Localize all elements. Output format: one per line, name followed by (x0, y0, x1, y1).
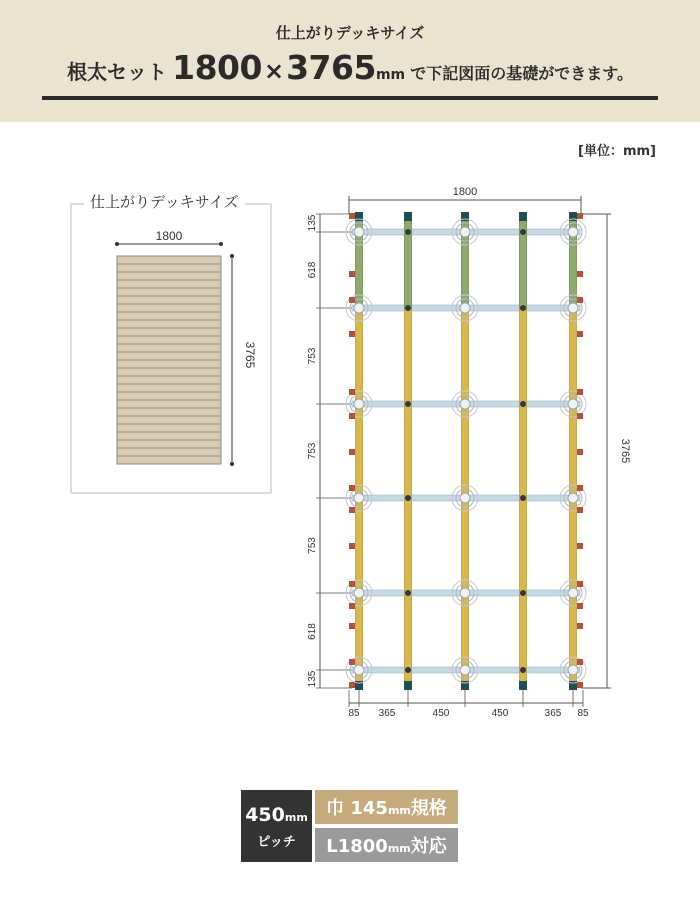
side-pad (349, 581, 355, 587)
right-height-label: 3765 (619, 438, 631, 464)
post-base-inner (354, 227, 364, 237)
width-prefix: 巾 (326, 798, 345, 819)
post-base-inner (568, 399, 578, 409)
side-pad (349, 449, 355, 455)
post-base-inner (354, 665, 364, 675)
preview-deck (115, 229, 257, 466)
side-pad (577, 449, 583, 455)
side-pad (349, 213, 355, 219)
post-base-inner (568, 588, 578, 598)
pitch-label: ピッチ (257, 835, 296, 850)
post-base-inner (568, 665, 578, 675)
joist-cap-bottom (404, 681, 412, 690)
unit-note: [単位：mm] (578, 144, 656, 159)
post-base-inner (354, 588, 364, 598)
side-pad (577, 682, 583, 688)
post-base-inner (354, 303, 364, 313)
length-unit: mm (387, 842, 411, 855)
joint-dot (520, 667, 526, 673)
side-pad (349, 413, 355, 419)
post-base-inner (568, 493, 578, 503)
joist-upper (405, 214, 412, 309)
size-unit: mm (375, 67, 406, 83)
side-pad (349, 331, 355, 337)
deck-width: 1800 (172, 48, 262, 87)
deck-length: 3765 (286, 48, 376, 87)
set-label: 根太セット (67, 60, 168, 84)
joint-dot (520, 229, 526, 235)
post-base-inner (460, 588, 470, 598)
row-spacing-label: 135 (307, 670, 318, 688)
post-base-inner (568, 303, 578, 313)
col-spacing-label: 85 (577, 708, 589, 719)
joint-dot (405, 667, 411, 673)
col-spacing-label: 450 (432, 708, 450, 719)
side-pad (577, 297, 583, 303)
side-pad (577, 543, 583, 549)
row-spacing-label: 618 (307, 623, 318, 640)
times-sign: × (263, 57, 285, 85)
post-base-inner (354, 399, 364, 409)
side-pad (577, 413, 583, 419)
row-spacing-label: 753 (307, 537, 318, 554)
pitch-badge (241, 790, 312, 862)
joint-dot (405, 401, 411, 407)
joint-dot (520, 305, 526, 311)
side-pad (577, 507, 583, 513)
col-spacing-label: 450 (491, 708, 509, 719)
pitch-value: 450 (245, 804, 285, 826)
joint-dot (405, 495, 411, 501)
side-pad (349, 543, 355, 549)
length-suffix: 対応 (410, 836, 447, 857)
preview-height-label: 3765 (243, 341, 257, 369)
post-base-inner (354, 493, 364, 503)
width-suffix: 規格 (410, 798, 447, 819)
joist-cap-top (519, 212, 527, 221)
post-base-inner (460, 227, 470, 237)
joint-dot (520, 590, 526, 596)
col-spacing-label: 365 (544, 708, 562, 719)
preview-width-label: 1800 (155, 229, 183, 243)
post-base-inner (568, 227, 578, 237)
preview-dim-dot (230, 462, 234, 466)
joint-dot (405, 305, 411, 311)
preview-dim-dot (115, 242, 119, 246)
header-subtitle: 仕上がりデッキサイズ (275, 24, 425, 42)
side-pad (349, 623, 355, 629)
top-width-label: 1800 (452, 186, 478, 198)
joint-dot (405, 229, 411, 235)
side-pad (349, 659, 355, 665)
post-base-inner (460, 303, 470, 313)
joint-dot (520, 401, 526, 407)
width-value: 145 (350, 798, 388, 819)
side-pad (349, 297, 355, 303)
joint-dot (405, 590, 411, 596)
width-unit: mm (387, 804, 411, 817)
length-value: 1800 (337, 836, 388, 857)
post-base-inner (460, 493, 470, 503)
side-pad (349, 485, 355, 491)
width-spec-badge (315, 790, 458, 824)
length-spec-badge (315, 828, 458, 862)
row-spacing-label: 753 (307, 442, 318, 460)
row-spacing-label: 618 (307, 261, 318, 279)
foundation-plan (307, 186, 631, 719)
joint-dot (520, 495, 526, 501)
side-pad (349, 682, 355, 688)
side-pad (577, 213, 583, 219)
pitch-unit: mm (284, 811, 308, 824)
preview-title: 仕上がりデッキサイズ (84, 191, 245, 212)
side-pad (577, 485, 583, 491)
joist-upper (520, 214, 527, 309)
length-prefix: L (326, 836, 338, 857)
side-pad (349, 603, 355, 609)
header-tail-text: で下記図面の基礎ができます。 (410, 64, 633, 83)
side-pad (349, 271, 355, 277)
joist-cap-top (404, 212, 412, 221)
side-pad (577, 623, 583, 629)
joist-cap-bottom (519, 681, 527, 690)
row-spacing-label: 135 (307, 214, 318, 232)
side-pad (577, 331, 583, 337)
preview-dim-dot (219, 242, 223, 246)
post-base-inner (460, 665, 470, 675)
side-pad (349, 507, 355, 513)
col-spacing-label: 85 (348, 708, 360, 719)
side-pad (349, 389, 355, 395)
side-pad (577, 389, 583, 395)
row-spacing-label: 753 (307, 347, 318, 365)
post-base-inner (460, 399, 470, 409)
preview-dim-dot (230, 254, 234, 258)
side-pad (577, 271, 583, 277)
col-spacing-label: 365 (378, 708, 396, 719)
side-pad (577, 581, 583, 587)
side-pad (577, 659, 583, 665)
side-pad (577, 603, 583, 609)
